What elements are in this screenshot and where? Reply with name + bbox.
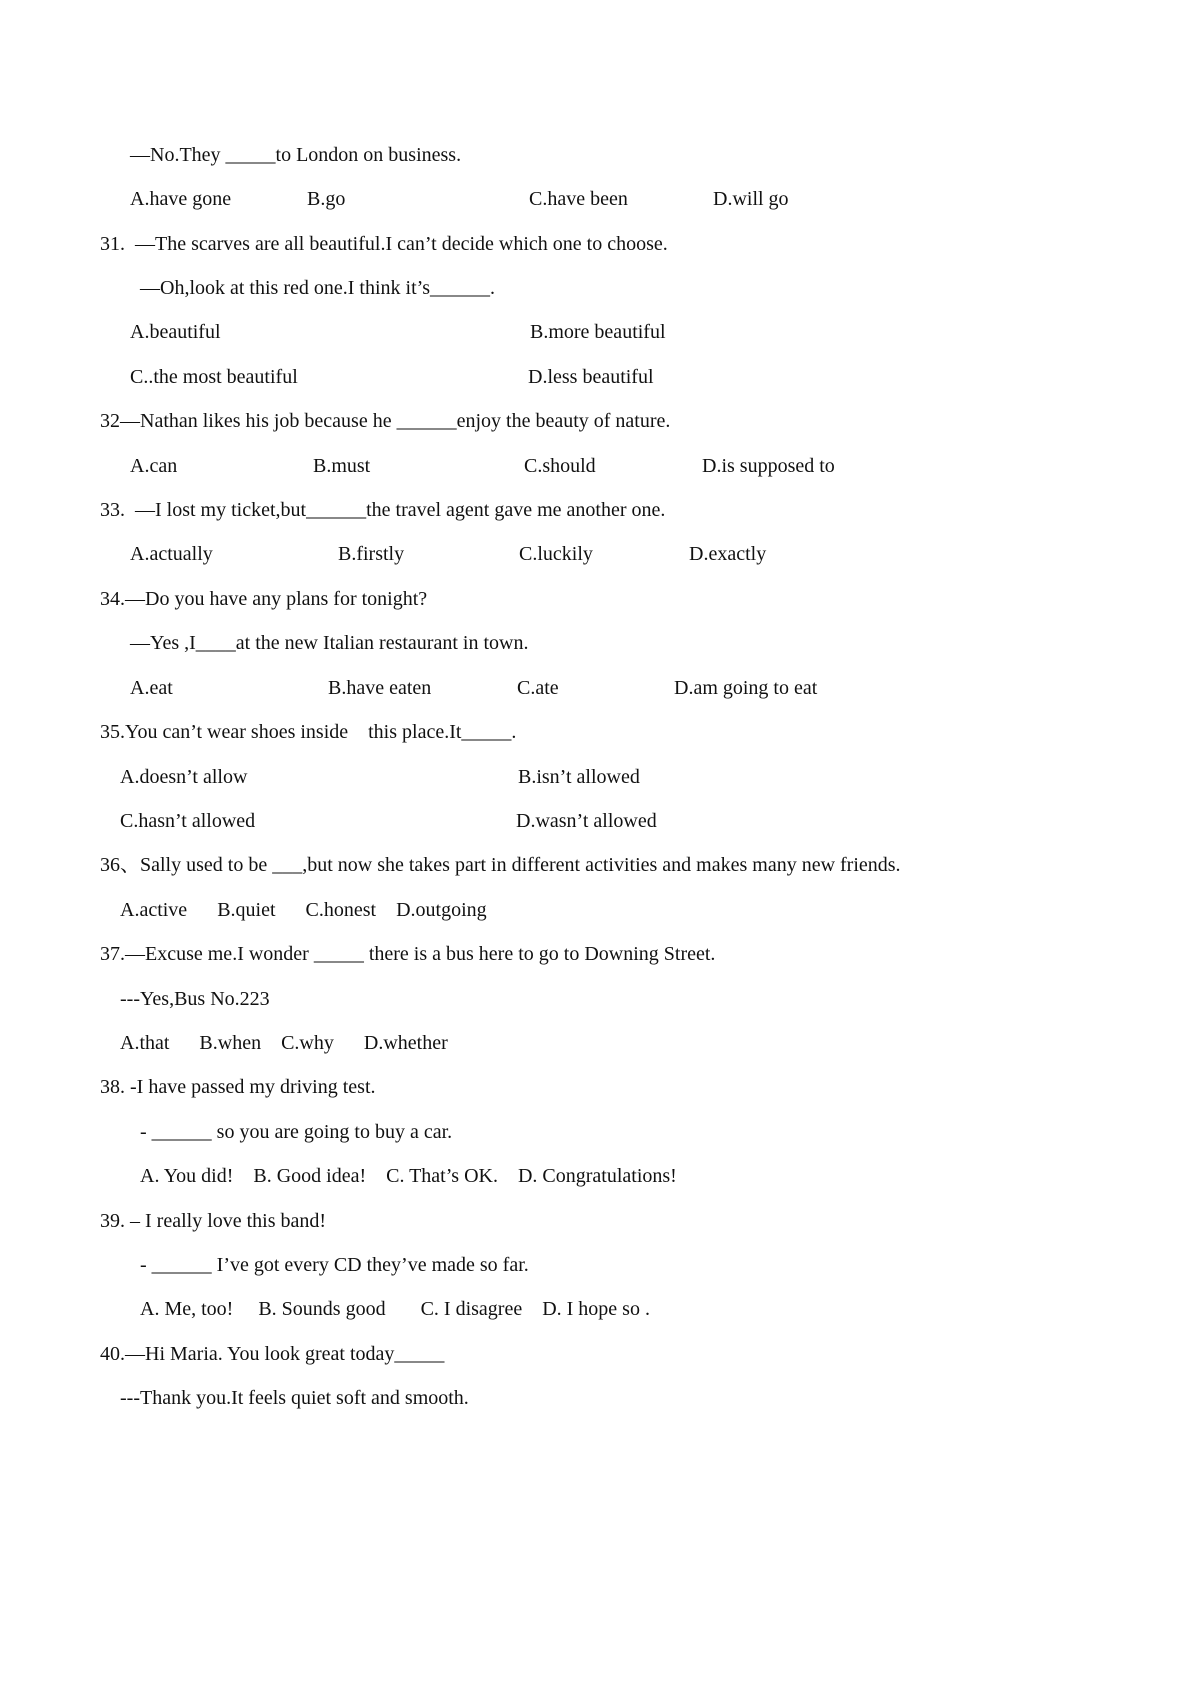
q33-stem: 33. —I lost my ticket,but______the travel agent gave me another one. — [100, 499, 666, 521]
q30-response: —No.They _____to London on business. — [130, 144, 462, 166]
q32-option-d: D.is supposed to — [702, 455, 835, 477]
q39-response: - ______ I’ve got every CD they’ve made so far. — [140, 1254, 529, 1276]
q33-option-b: B.firstly — [338, 543, 405, 565]
q34-response: —Yes ,I____at the new Italian restaurant in town. — [130, 632, 529, 654]
q30-option-c: C.have been — [529, 188, 628, 210]
q31-response: —Oh,look at this red one.I think it’s______. — [140, 277, 495, 299]
q37-stem: 37.—Excuse me.I wonder _____ there is a bus here to go to Downing Street. — [100, 943, 716, 965]
q31-option-c: C..the most beautiful — [130, 366, 298, 388]
q32-option-b: B.must — [313, 455, 371, 477]
q34-stem: 34.—Do you have any plans for tonight? — [100, 588, 428, 610]
q39-stem: 39. – I really love this band! — [100, 1210, 327, 1232]
q32-stem: 32—Nathan likes his job because he ______enjoy the beauty of nature. — [100, 410, 671, 432]
q30-option-b: B.go — [307, 188, 346, 210]
q39-options: A. Me, too! B. Sounds good C. I disagree D. I hope so . — [140, 1298, 650, 1320]
q31-option-b: B.more beautiful — [530, 321, 666, 343]
q37-response: ---Yes,Bus No.223 — [120, 988, 270, 1010]
q40-stem: 40.—Hi Maria. You look great today_____ — [100, 1343, 445, 1365]
q31-stem: 31. —The scarves are all beautiful.I can’t decide which one to choose. — [100, 233, 668, 255]
q32-option-c: C.should — [524, 455, 596, 477]
q37-options: A.that B.when C.why D.whether — [120, 1032, 448, 1054]
q33-option-c: C.luckily — [519, 543, 593, 565]
q38-stem: 38. -I have passed my driving test. — [100, 1076, 376, 1098]
q34-option-b: B.have eaten — [328, 677, 432, 699]
q33-option-a: A.actually — [130, 543, 213, 565]
q34-option-d: D.am going to eat — [674, 677, 818, 699]
q35-option-b: B.isn’t allowed — [518, 766, 640, 788]
q35-option-d: D.wasn’t allowed — [516, 810, 657, 832]
q33-option-d: D.exactly — [689, 543, 767, 565]
q31-option-a: A.beautiful — [130, 321, 221, 343]
q35-stem: 35.You can’t wear shoes inside this place.It_____. — [100, 721, 517, 743]
q31-option-d: D.less beautiful — [528, 366, 654, 388]
q38-response: - ______ so you are going to buy a car. — [140, 1121, 453, 1143]
q35-option-a: A.doesn’t allow — [120, 766, 248, 788]
q30-option-d: D.will go — [713, 188, 789, 210]
q34-option-a: A.eat — [130, 677, 173, 699]
q34-option-c: C.ate — [517, 677, 559, 699]
q40-response: ---Thank you.It feels quiet soft and smooth. — [120, 1387, 469, 1409]
q30-option-a: A.have gone — [130, 188, 232, 210]
q36-options: A.active B.quiet C.honest D.outgoing — [120, 899, 487, 921]
q38-options: A. You did! B. Good idea! C. That’s OK. D. Congratulations! — [140, 1165, 677, 1187]
q32-option-a: A.can — [130, 455, 178, 477]
q36-stem: 36、Sally used to be ___,but now she takes part in different activities and makes many new friends. — [100, 854, 901, 876]
q35-option-c: C.hasn’t allowed — [120, 810, 256, 832]
